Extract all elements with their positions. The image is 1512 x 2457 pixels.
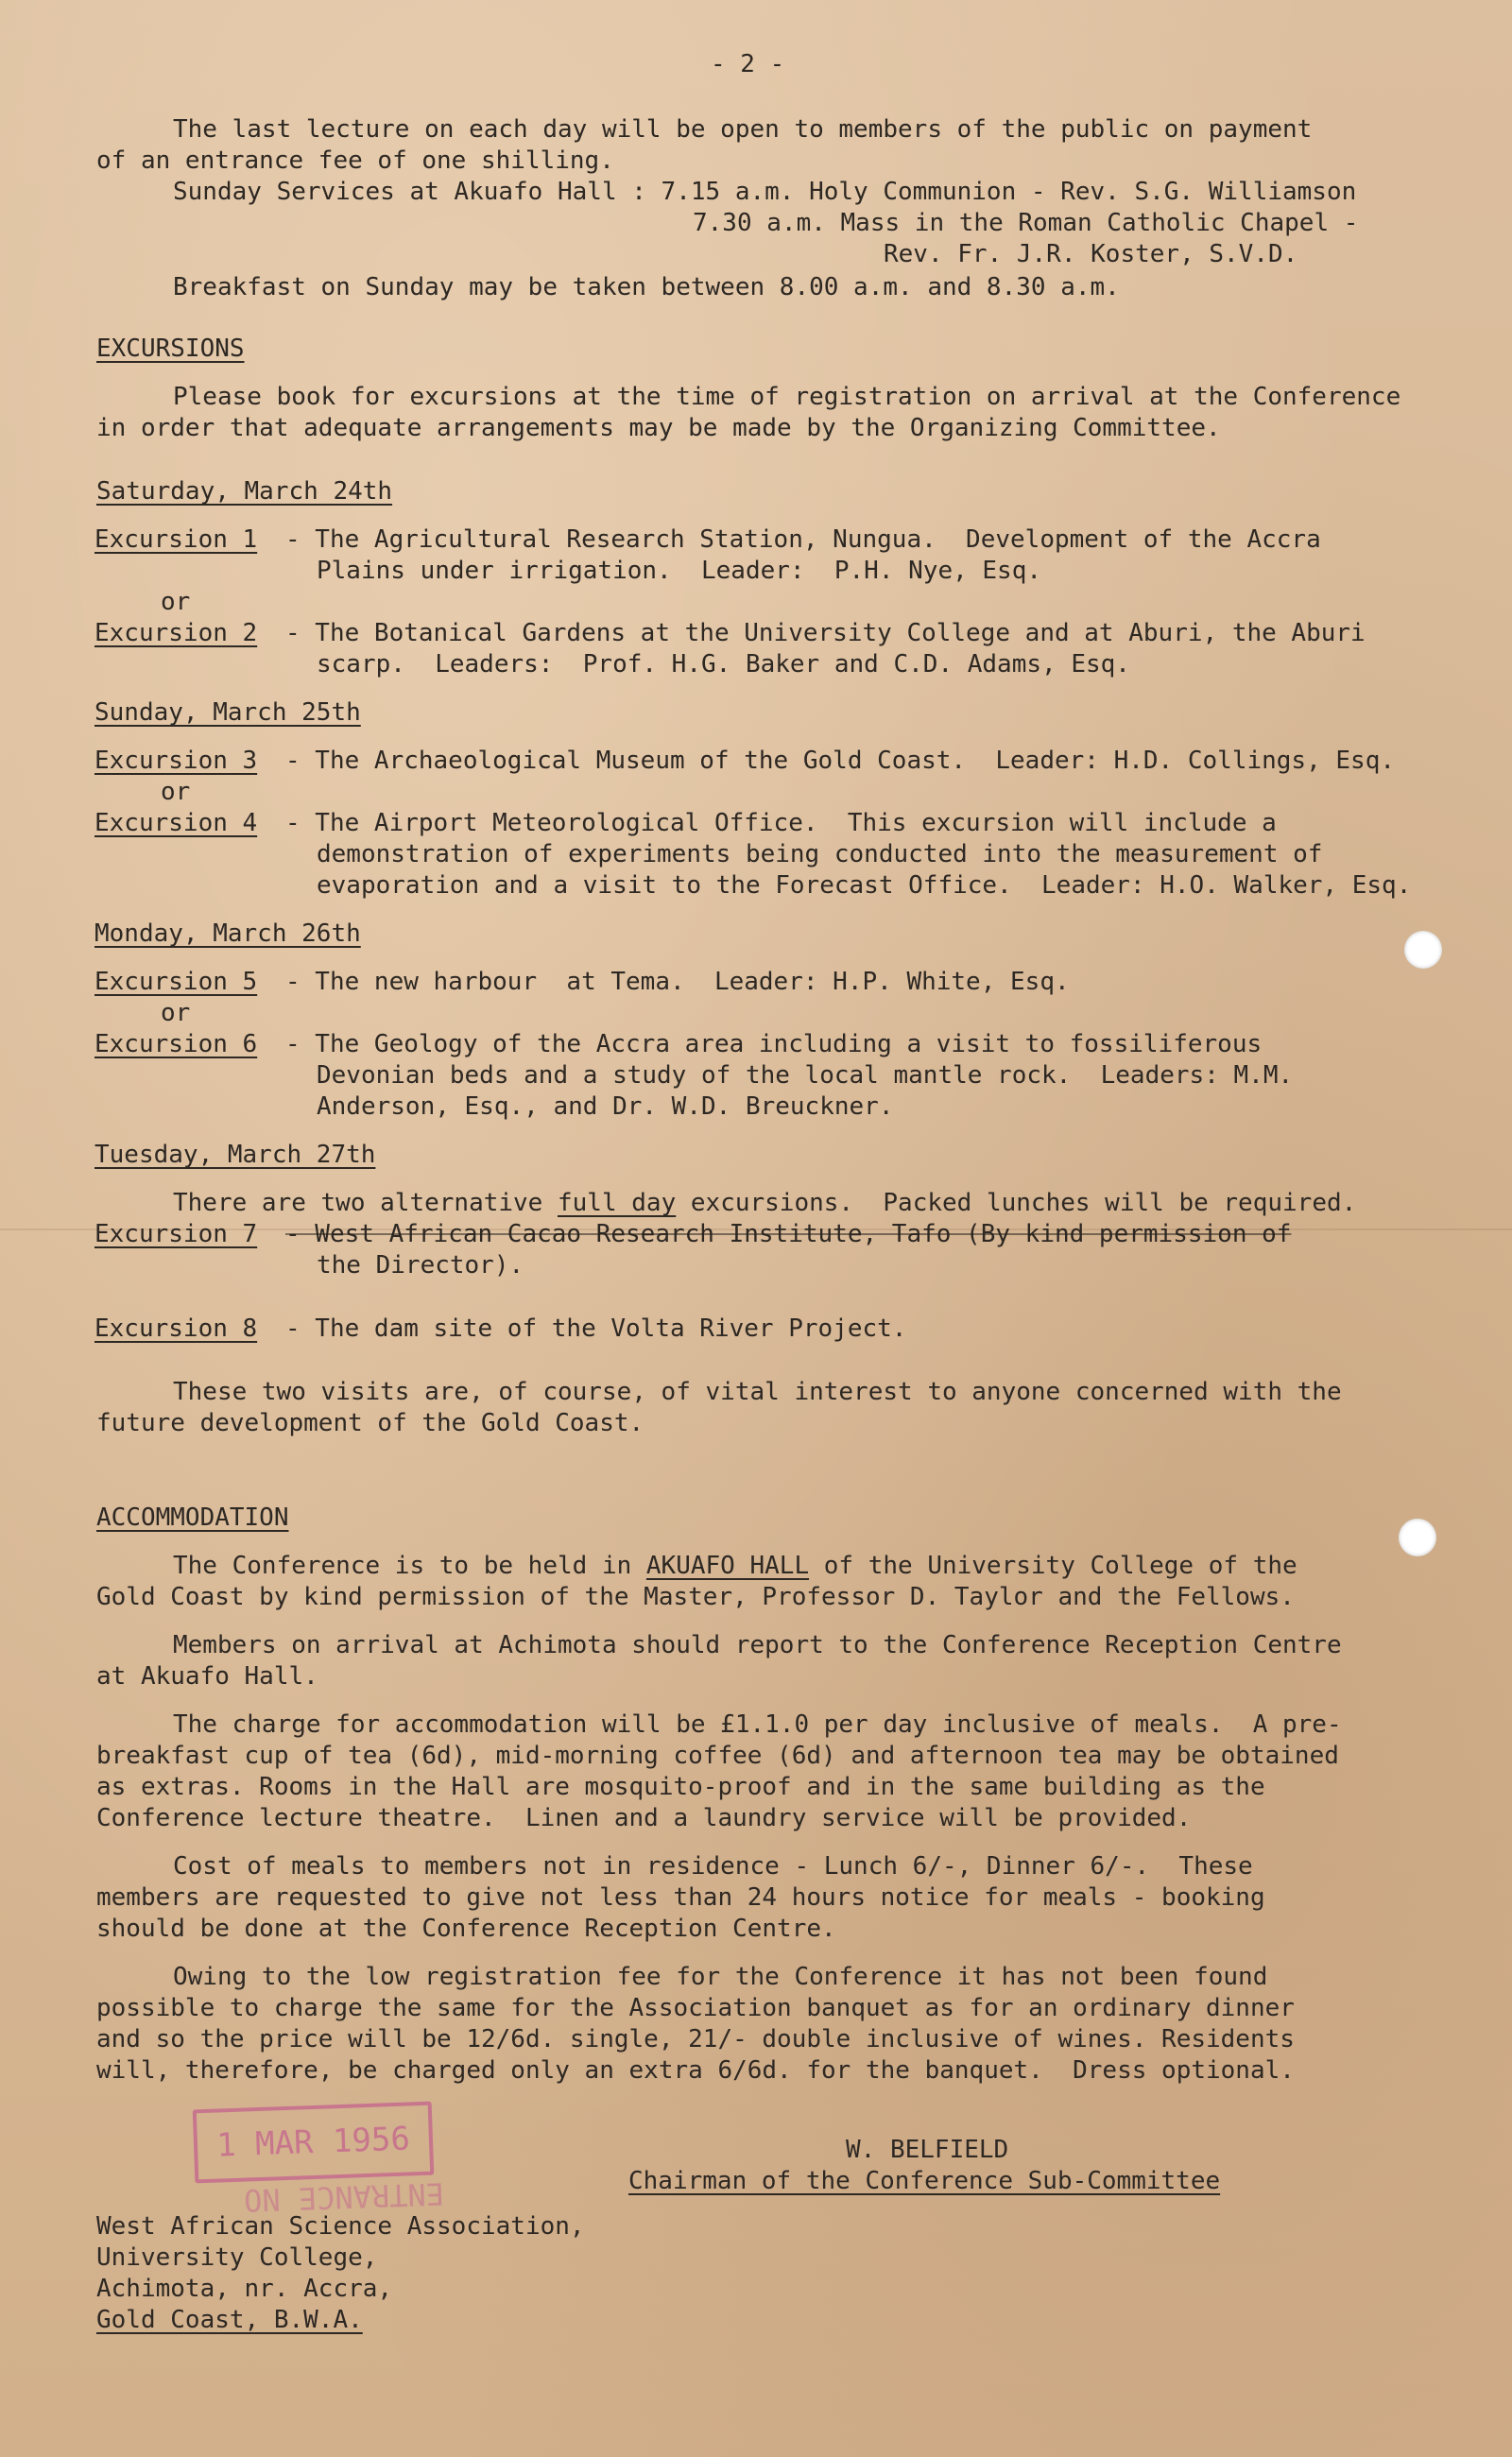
tuesday-note xyxy=(173,1188,1356,1219)
interest-line-2: future development of the Gold Coast. xyxy=(96,1409,644,1437)
address-line-1: West African Science Association, xyxy=(96,2212,585,2241)
p1-akuafo-hall: AKUAFO HALL xyxy=(645,1552,810,1580)
excursion-6-label: Excursion 6 xyxy=(94,1030,258,1058)
accommodation-p1-line-1 xyxy=(173,1551,1297,1582)
excursion-1-line-1: - The Agricultural Research Station, Nungua. Development of the Accra xyxy=(285,525,1321,554)
excursion-2-line-1: - The Botanical Gardens at the University College and at Aburi, the Aburi xyxy=(285,619,1366,647)
accommodation-p3-line-2: breakfast cup of tea (6d), mid-morning coffee (6d) and afternoon tea may be obtained xyxy=(96,1742,1339,1770)
excursion-4-line-1: - The Airport Meteorological Office. This excursion will include a xyxy=(285,809,1277,837)
interest-line-1: These two visits are, of course, of vital interest to anyone concerned with the xyxy=(173,1378,1342,1406)
accommodation-p4-line-1: Cost of meals to members not in residence - Lunch 6/-, Dinner 6/-. These xyxy=(173,1852,1253,1881)
excursion-2-label: Excursion 2 xyxy=(94,619,258,647)
intro-line-1: The last lecture on each day will be open to members of the public on payment xyxy=(173,115,1313,144)
excursion-6-line-3: Anderson, Esq., and Dr. W.D. Breuckner. xyxy=(317,1092,894,1121)
excursion-8-label: Excursion 8 xyxy=(94,1314,258,1343)
punch-hole-upper xyxy=(1404,931,1442,969)
address-line-4: Gold Coast, B.W.A. xyxy=(96,2306,363,2334)
booking-line-1: Please book for excursions at the time of registration on arrival at the Conference xyxy=(173,383,1401,411)
accommodation-p4-line-2: members are requested to give not less than 24 hours notice for meals - booking xyxy=(96,1883,1265,1912)
address-line-2: University College, xyxy=(96,2243,378,2272)
tuesday-note-start: There are two alternative xyxy=(173,1189,558,1217)
excursion-5-label: Excursion 5 xyxy=(94,968,258,996)
excursion-2-line-2: scarp. Leaders: Prof. H.G. Baker and C.D. Adams, Esq. xyxy=(317,650,1130,679)
sunday-services-line: Sunday Services at Akuafo Hall : 7.15 a.m. Holy Communion - Rev. S.G. Williamson xyxy=(173,178,1357,206)
or-label-2: or xyxy=(161,778,191,806)
accommodation-p3-line-3: as extras. Rooms in the Hall are mosquito-proof and in the same building as the xyxy=(96,1773,1265,1801)
excursion-6-line-2: Devonian beds and a study of the local mantle rock. Leaders: M.M. xyxy=(317,1061,1294,1090)
accommodation-p5-line-3: and so the price will be 12/6d. single, 21/- double inclusive of wines. Residents xyxy=(96,2025,1295,2053)
tuesday-note-end: excursions. Packed lunches will be required. xyxy=(676,1189,1357,1217)
accommodation-p4-line-3: should be done at the Conference Reception Centre. xyxy=(96,1915,836,1943)
intro-line-2: of an entrance fee of one shilling. xyxy=(96,146,614,175)
excursion-8-line-1: - The dam site of the Volta River Project. xyxy=(285,1314,907,1343)
received-stamp: 1 MAR 1956 xyxy=(193,2102,435,2184)
address-line-3: Achimota, nr. Accra, xyxy=(96,2275,393,2303)
day-tuesday: Tuesday, March 27th xyxy=(94,1141,376,1169)
accommodation-p3-line-4: Conference lecture theatre. Linen and a laundry service will be provided. xyxy=(96,1804,1192,1832)
excursion-3-line-1: - The Archaeological Museum of the Gold Coast. Leader: H.D. Collings, Esq. xyxy=(285,747,1395,775)
excursion-1-line-2: Plains under irrigation. Leader: P.H. Nye, Esq. xyxy=(317,557,1042,585)
booking-line-2: in order that adequate arrangements may be made by the Organizing Committee. xyxy=(96,414,1221,442)
excursion-4-label: Excursion 4 xyxy=(94,809,258,837)
accommodation-p1-line-2: Gold Coast by kind permission of the Master, Professor D. Taylor and the Fellows. xyxy=(96,1583,1295,1611)
accommodation-p5-line-4: will, therefore, be charged only an extra 6/6d. for the banquet. Dress optional. xyxy=(96,2056,1295,2085)
or-label-1: or xyxy=(161,588,191,616)
excursion-7-label: Excursion 7 xyxy=(94,1220,258,1248)
excursion-5-line-1: - The new harbour at Tema. Leader: H.P. White, Esq. xyxy=(285,968,1070,996)
excursion-4-line-3: evaporation and a visit to the Forecast Office. Leader: H.O. Walker, Esq. xyxy=(317,871,1412,900)
or-label-3: or xyxy=(161,999,191,1027)
day-monday: Monday, March 26th xyxy=(94,919,361,948)
excursions-heading: EXCURSIONS xyxy=(96,335,245,363)
excursion-4-line-2: demonstration of experiments being conducted into the measurement of xyxy=(317,840,1323,868)
sunday-mass-line: 7.30 a.m. Mass in the Roman Catholic Chapel - xyxy=(693,209,1359,237)
signatory-title: Chairman of the Conference Sub-Committee xyxy=(628,2167,1221,2195)
sunday-mass-priest: Rev. Fr. J.R. Koster, S.V.D. xyxy=(884,240,1298,268)
excursion-3-label: Excursion 3 xyxy=(94,747,258,775)
p1-start: The Conference is to be held in xyxy=(173,1552,646,1580)
stamp-ghost-print: ENTRANCE NO xyxy=(243,2175,445,2219)
accommodation-p5-line-1: Owing to the low registration fee for the Conference it has not been found xyxy=(173,1963,1268,1991)
accommodation-p5-line-2: possible to charge the same for the Association banquet as for an ordinary dinner xyxy=(96,1994,1295,2022)
breakfast-line: Breakfast on Sunday may be taken between 8.00 a.m. and 8.30 a.m. xyxy=(173,273,1120,301)
day-saturday: Saturday, March 24th xyxy=(96,477,393,506)
excursion-7-line-1: - West African Cacao Research Institute, Tafo (By kind permission of xyxy=(285,1220,1292,1248)
excursion-6-line-1: - The Geology of the Accra area including a visit to fossiliferous xyxy=(285,1030,1263,1058)
tuesday-note-full-day: full day xyxy=(558,1189,677,1217)
accommodation-p2-line-1: Members on arrival at Achimota should report to the Conference Reception Centre xyxy=(173,1631,1342,1659)
p1-end: of the University College of the xyxy=(809,1552,1297,1580)
excursion-7-line-2: the Director). xyxy=(317,1251,524,1280)
day-sunday: Sunday, March 25th xyxy=(94,698,361,727)
accommodation-heading: ACCOMMODATION xyxy=(96,1503,289,1532)
signatory-name: W. BELFIELD xyxy=(846,2136,1009,2164)
accommodation-p3-line-1: The charge for accommodation will be £1.1.0 per day inclusive of meals. A pre- xyxy=(173,1710,1342,1739)
excursion-1-label: Excursion 1 xyxy=(94,525,258,554)
page-number: - 2 - xyxy=(711,50,785,78)
punch-hole-lower xyxy=(1399,1519,1436,1556)
accommodation-p2-line-2: at Akuafo Hall. xyxy=(96,1662,318,1691)
